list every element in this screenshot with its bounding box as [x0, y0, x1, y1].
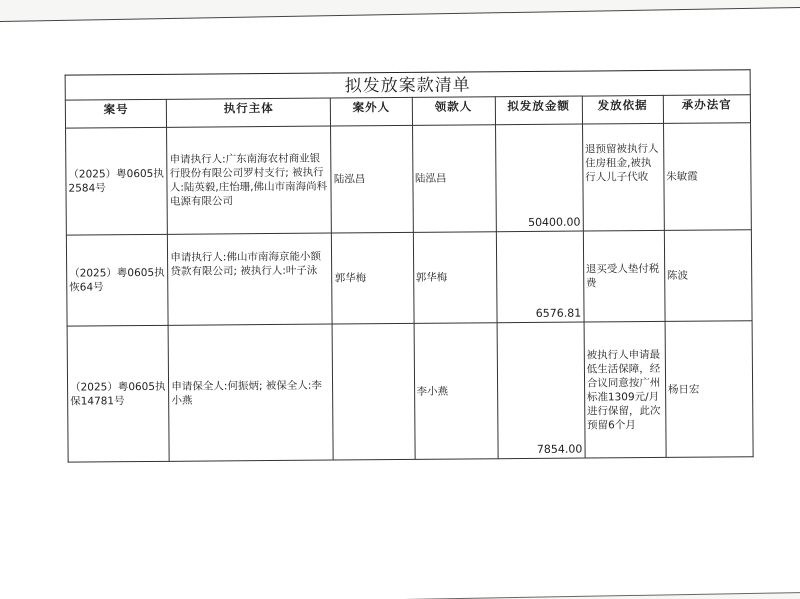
- table-row: [67, 321, 753, 462]
- case-number-cell: （2025）粤0605执保14781号: [67, 325, 169, 462]
- subject-cell: 申请执行人:佛山市南海京能小额贷款有限公司; 被执行人:叶子泳: [168, 233, 333, 325]
- subject-cell: 申请执行人:广东南海农村商业银行股份有限公司罗村支行; 被执行人:陆英毅,庄怡珊,佛山市南海尚科电源有限公司: [167, 126, 332, 234]
- column-header-case-no: 案号: [65, 99, 167, 128]
- table-row: [66, 230, 752, 326]
- amount-cell: 50400.00: [495, 124, 583, 232]
- payout-list-table: [65, 69, 754, 462]
- judge-cell: 杨日宏: [665, 321, 753, 458]
- judge-cell: 陈波: [664, 230, 752, 322]
- judge-cell: 朱敏霞: [663, 123, 751, 231]
- outsider-cell: 郭华梅: [332, 232, 414, 324]
- payee-cell: 陆泓昌: [412, 125, 496, 233]
- amount-cell: 6576.81: [496, 231, 584, 323]
- outsider-cell: [333, 323, 415, 460]
- column-header-subject: 执行主体: [167, 98, 331, 127]
- document-title: 拟发放案款清单: [65, 70, 750, 100]
- column-header-judge: 承办法官: [663, 95, 750, 124]
- column-header-basis: 发放依据: [582, 95, 663, 124]
- payee-cell: 郭华梅: [413, 232, 497, 324]
- column-header-payee: 领款人: [412, 97, 495, 126]
- payee-cell: 李小燕: [414, 323, 498, 460]
- subject-cell: 申请保全人:何振炳; 被保全人:李小燕: [168, 324, 333, 461]
- case-number-cell: （2025）粤0605执2584号: [66, 127, 168, 235]
- basis-cell: 被执行人申请最低生活保障，经合议同意按广州标准1309元/月进行保留，此次预留6个月: [584, 321, 666, 458]
- amount-cell: 7854.00: [497, 322, 585, 459]
- column-header-outsider: 案外人: [331, 97, 412, 126]
- case-number-cell: （2025）粤0605执恢64号: [66, 234, 168, 326]
- basis-cell: 退预留被执行人住房租金,被执行人儿子代收: [582, 123, 664, 231]
- column-header-amount: 拟发放金额: [495, 96, 582, 125]
- outsider-cell: 陆泓昌: [331, 125, 413, 233]
- table-row: [66, 123, 752, 235]
- basis-cell: 退买受人垫付税费: [583, 230, 665, 322]
